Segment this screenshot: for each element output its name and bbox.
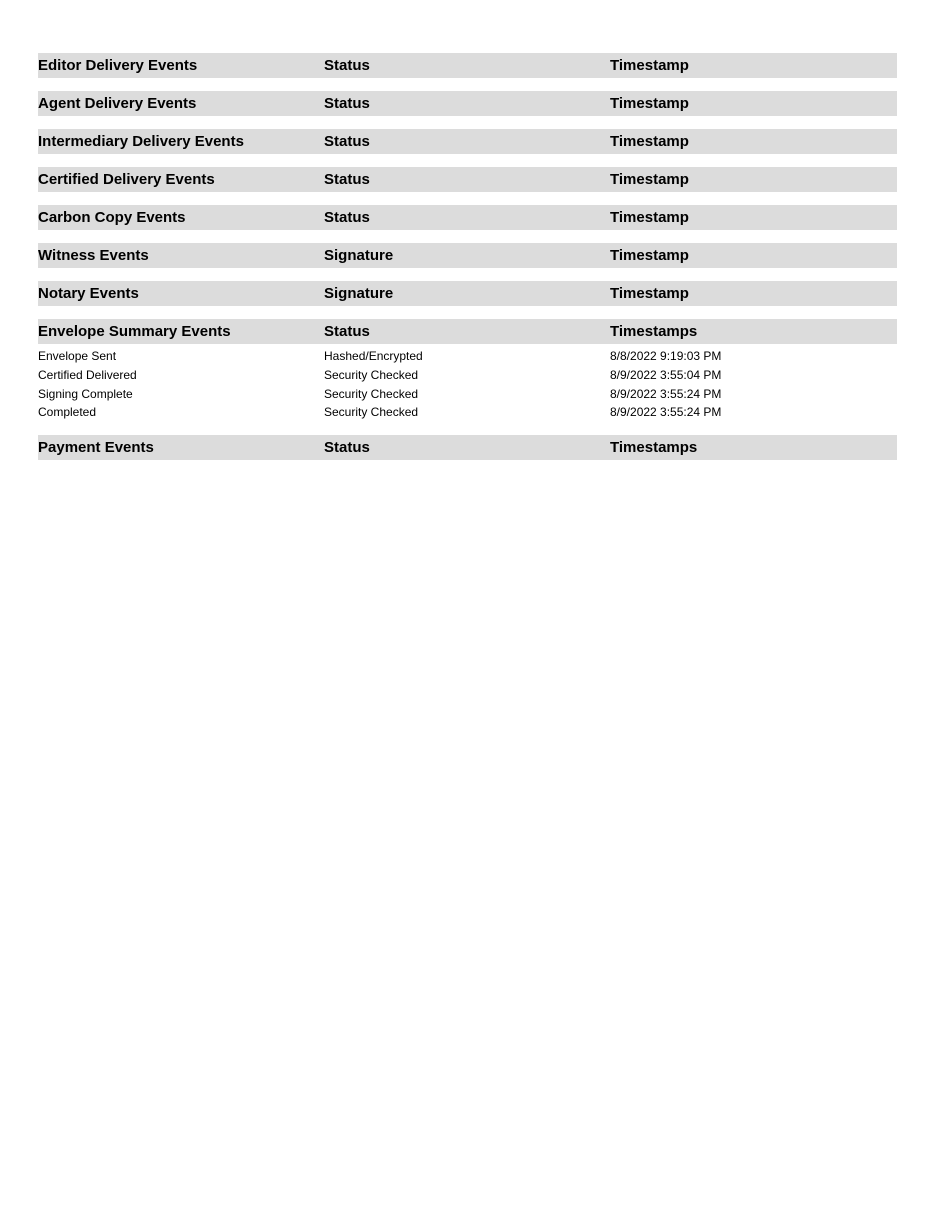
section-certified-delivery-events xyxy=(38,167,897,192)
section-title: Payment Events xyxy=(38,438,154,456)
column-header-status: Status xyxy=(324,57,370,74)
column-header-timestamps: Timestamps xyxy=(610,438,698,456)
table-row xyxy=(38,366,897,385)
section-header xyxy=(38,129,897,154)
section-carbon-copy-events xyxy=(38,205,897,230)
event-timestamp: 8/9/2022 3:55:24 PM xyxy=(610,405,722,420)
event-timestamp: 8/8/2022 9:19:03 PM xyxy=(610,349,722,364)
table-row xyxy=(38,384,897,403)
column-header-status: Status xyxy=(324,438,370,456)
column-header-status: Status xyxy=(324,95,370,112)
column-header-timestamp: Timestamp xyxy=(610,57,689,74)
section-envelope-summary-events xyxy=(38,319,897,422)
event-name: Certified Delivered xyxy=(38,368,137,383)
column-header-timestamp: Timestamp xyxy=(610,133,689,150)
table-row xyxy=(38,403,897,422)
event-timestamp: 8/9/2022 3:55:24 PM xyxy=(610,386,722,401)
section-header xyxy=(38,319,897,344)
section-agent-delivery-events xyxy=(38,91,897,116)
event-name: Completed xyxy=(38,405,97,420)
section-notary-events xyxy=(38,281,897,306)
section-header xyxy=(38,243,897,268)
table-row xyxy=(38,347,897,366)
event-name: Signing Complete xyxy=(38,386,133,401)
section-header xyxy=(38,53,897,78)
column-header-status: Status xyxy=(324,209,370,226)
section-header xyxy=(38,435,897,460)
section-title: Editor Delivery Events xyxy=(38,57,198,74)
column-header-timestamp: Timestamp xyxy=(610,247,689,264)
section-header xyxy=(38,167,897,192)
section-header xyxy=(38,281,897,306)
section-payment-events xyxy=(38,435,897,460)
section-header xyxy=(38,91,897,116)
section-title: Carbon Copy Events xyxy=(38,209,186,226)
section-intermediary-delivery-events xyxy=(38,129,897,154)
column-header-timestamp: Timestamp xyxy=(610,209,689,226)
section-title: Intermediary Delivery Events xyxy=(38,133,244,150)
column-header-timestamp: Timestamp xyxy=(610,171,689,188)
section-title: Agent Delivery Events xyxy=(38,95,197,112)
section-title: Envelope Summary Events xyxy=(38,323,231,340)
section-header xyxy=(38,205,897,230)
event-status: Security Checked xyxy=(324,405,419,420)
envelope-summary-rows xyxy=(38,344,897,422)
event-timestamp: 8/9/2022 3:55:04 PM xyxy=(610,368,722,383)
event-name: Envelope Sent xyxy=(38,349,117,364)
column-header-signature: Signature xyxy=(324,247,394,264)
event-status: Security Checked xyxy=(324,368,419,383)
section-witness-events xyxy=(38,243,897,268)
column-header-timestamp: Timestamp xyxy=(610,95,689,112)
certificate-events-page xyxy=(38,53,897,473)
section-title: Witness Events xyxy=(38,247,149,264)
column-header-status: Status xyxy=(324,133,370,150)
column-header-signature: Signature xyxy=(324,285,394,302)
section-editor-delivery-events xyxy=(38,53,897,78)
column-header-timestamp: Timestamp xyxy=(610,285,689,302)
column-header-status: Status xyxy=(324,323,370,340)
column-header-status: Status xyxy=(324,171,370,188)
event-status: Hashed/Encrypted xyxy=(324,349,423,364)
section-title: Certified Delivery Events xyxy=(38,171,215,188)
column-header-timestamps: Timestamps xyxy=(610,323,698,340)
section-title: Notary Events xyxy=(38,285,139,302)
event-status: Security Checked xyxy=(324,386,419,401)
